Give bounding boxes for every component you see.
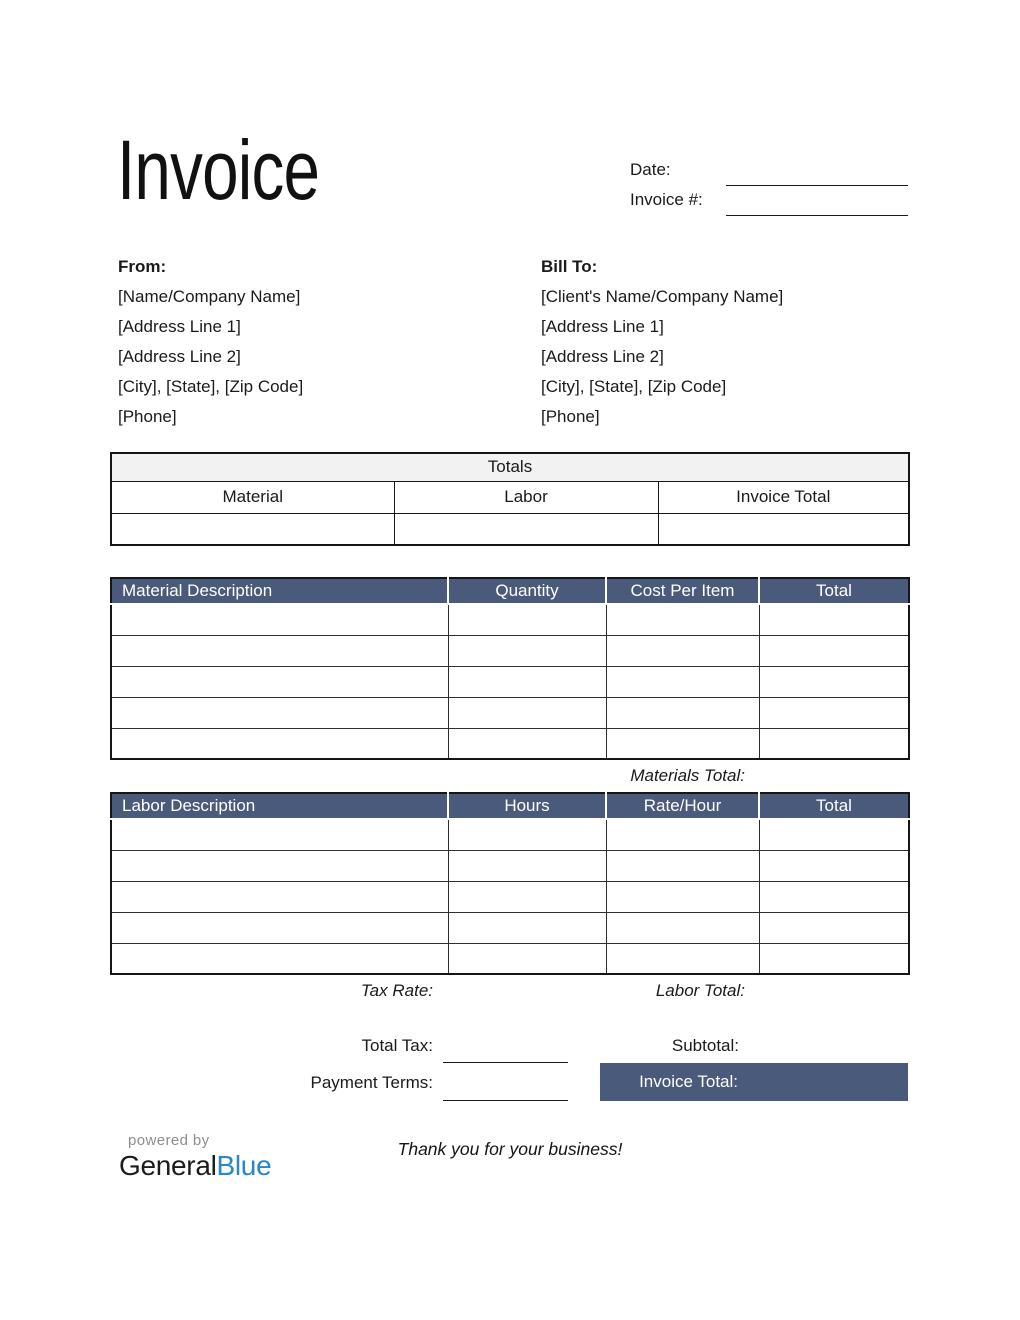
table-cell xyxy=(448,728,606,759)
table-cell xyxy=(759,728,909,759)
bill-to-name-line: [Client's Name/Company Name] xyxy=(541,287,784,306)
bill-to-address-line-1: [Address Line 1] xyxy=(541,317,664,336)
totals-table-title: Totals xyxy=(111,453,909,481)
materials-total-label: Materials Total: xyxy=(630,766,745,785)
table-cell xyxy=(111,819,448,850)
logo-text-blue: Blue xyxy=(216,1150,272,1181)
table-cell xyxy=(448,912,606,943)
totals-title-row xyxy=(111,453,909,481)
labor-header-row xyxy=(111,793,909,819)
table-cell xyxy=(111,666,448,697)
table-cell xyxy=(606,943,759,974)
tax-rate-label: Tax Rate: xyxy=(360,981,433,1000)
from-name-line: [Name/Company Name] xyxy=(118,287,301,306)
table-cell xyxy=(606,912,759,943)
table-cell xyxy=(111,912,448,943)
table-cell xyxy=(759,604,909,635)
labor-column-total: Total xyxy=(759,793,909,819)
powered-by-text: powered by xyxy=(128,1132,210,1149)
labor-item-row xyxy=(111,912,909,943)
totals-value-row xyxy=(111,513,909,545)
table-cell xyxy=(759,635,909,666)
table-cell xyxy=(759,697,909,728)
table-cell xyxy=(759,881,909,912)
bill-to-address-line-2: [Address Line 2] xyxy=(541,347,664,366)
bill-to-address-block xyxy=(541,252,783,432)
table-cell xyxy=(606,728,759,759)
materials-column-total: Total xyxy=(759,578,909,604)
labor-total-label: Labor Total: xyxy=(655,981,745,1000)
table-cell xyxy=(111,635,448,666)
table-cell xyxy=(448,850,606,881)
logo-text-general: General xyxy=(119,1150,217,1181)
table-cell xyxy=(759,819,909,850)
subtotal-label: Subtotal: xyxy=(671,1036,739,1055)
table-cell xyxy=(111,881,448,912)
from-heading: From: xyxy=(118,257,167,276)
date-blank-line xyxy=(726,160,908,186)
table-cell xyxy=(448,604,606,635)
table-cell xyxy=(606,881,759,912)
materials-column-quantity: Quantity xyxy=(448,578,606,604)
table-cell xyxy=(606,604,759,635)
materials-item-row xyxy=(111,635,909,666)
table-cell xyxy=(448,666,606,697)
bill-to-phone-line: [Phone] xyxy=(541,407,600,426)
labor-item-row xyxy=(111,881,909,912)
totals-invoice-total-value-cell xyxy=(658,513,909,545)
totals-labor-value-cell xyxy=(394,513,658,545)
materials-table xyxy=(110,577,910,760)
invoice-total-box xyxy=(600,1063,908,1101)
materials-column-cost-per-item: Cost Per Item xyxy=(606,578,759,604)
table-cell xyxy=(759,850,909,881)
table-cell xyxy=(759,943,909,974)
materials-item-row xyxy=(111,697,909,728)
from-address-line-2: [Address Line 2] xyxy=(118,347,241,366)
labor-column-description: Labor Description xyxy=(111,793,448,819)
total-tax-label: Total Tax: xyxy=(361,1036,433,1055)
materials-column-description: Material Description xyxy=(111,578,448,604)
table-cell xyxy=(448,697,606,728)
table-cell xyxy=(606,666,759,697)
payment-terms-label: Payment Terms: xyxy=(310,1073,433,1092)
totals-column-invoice-total: Invoice Total xyxy=(658,481,909,513)
date-label: Date: xyxy=(630,160,671,179)
thank-you-message: Thank you for your business! xyxy=(397,1139,623,1159)
totals-column-labor: Labor xyxy=(394,481,658,513)
bill-to-heading: Bill To: xyxy=(541,257,598,276)
labor-table xyxy=(110,792,910,975)
table-cell xyxy=(606,819,759,850)
totals-header-row xyxy=(111,481,909,513)
table-cell xyxy=(759,666,909,697)
table-cell xyxy=(759,912,909,943)
from-city-state-zip-line: [City], [State], [Zip Code] xyxy=(118,377,304,396)
materials-item-row xyxy=(111,604,909,635)
labor-column-rate-per-hour: Rate/Hour xyxy=(606,793,759,819)
table-cell xyxy=(111,728,448,759)
date-field-row xyxy=(630,160,908,186)
invoice-number-field-row xyxy=(630,190,908,216)
table-cell xyxy=(606,635,759,666)
table-cell xyxy=(111,850,448,881)
invoice-total-label: Invoice Total: xyxy=(639,1072,738,1091)
table-cell xyxy=(111,943,448,974)
bill-to-city-state-zip-line: [City], [State], [Zip Code] xyxy=(541,377,727,396)
table-cell xyxy=(448,943,606,974)
invoice-number-blank-line xyxy=(726,190,908,216)
payment-terms-blank-line xyxy=(443,1100,568,1101)
table-cell xyxy=(448,635,606,666)
from-address-block xyxy=(118,252,303,432)
totals-material-value-cell xyxy=(111,513,394,545)
from-phone-line: [Phone] xyxy=(118,407,177,426)
table-cell xyxy=(111,697,448,728)
table-cell xyxy=(111,604,448,635)
total-tax-blank-line xyxy=(443,1062,568,1063)
totals-column-material: Material xyxy=(111,481,394,513)
table-cell xyxy=(448,819,606,850)
table-cell xyxy=(606,850,759,881)
page-title: Invoice xyxy=(117,123,320,217)
totals-summary-table xyxy=(110,452,910,546)
materials-item-row xyxy=(111,666,909,697)
labor-item-row xyxy=(111,819,909,850)
labor-column-hours: Hours xyxy=(448,793,606,819)
materials-header-row xyxy=(111,578,909,604)
materials-item-row xyxy=(111,728,909,759)
table-cell xyxy=(448,881,606,912)
from-address-line-1: [Address Line 1] xyxy=(118,317,241,336)
table-cell xyxy=(606,697,759,728)
labor-item-row xyxy=(111,850,909,881)
invoice-number-label: Invoice #: xyxy=(630,190,703,209)
labor-item-row xyxy=(111,943,909,974)
